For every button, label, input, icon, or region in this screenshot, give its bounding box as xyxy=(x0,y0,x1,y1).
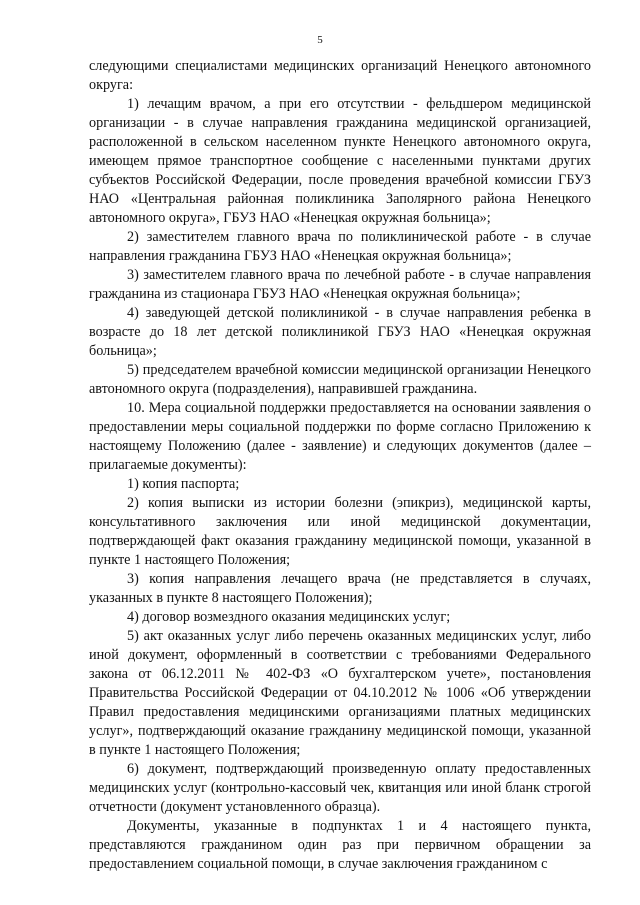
paragraph: 6) документ, подтверждающий произведенную оплату предоставленных медицинских услуг (контрольно-кассовый чек, квитанция или иной бланк строгой отчетности (документ установленного образца). xyxy=(89,761,591,815)
paragraph: 4) договор возмездного оказания медицинских услуг; xyxy=(127,609,451,625)
page-number: 5 xyxy=(317,34,323,46)
paragraph: 5) председателем врачебной комиссии медицинской организации Ненецкого автономного округа (подразделения), направившей гражданина. xyxy=(89,362,591,397)
paragraph: 5) акт оказанных услуг либо перечень оказанных медицинских услуг, либо иной документ, оформленный в соответствии с требованиями Федерального закона от 06.12.2011 № 402-ФЗ «О бухгалтерском учете», постановления Правительства Российской Федерации от 04.10.2012 № 1006 «Об утверждении Правил предоставления медицинскими организациями платных медицинских услуг», подтверждающий оказание гражданину медицинской помощи, указанной в пункте 1 настоящего Положения; xyxy=(89,628,591,758)
paragraph: 3) копия направления лечащего врача (не представляется в случаях, указанных в пункте 8 настоящего Положения); xyxy=(89,571,591,606)
paragraph: 3) заместителем главного врача по лечебной работе - в случае направления гражданина из стационара ГБУЗ НАО «Ненецкая окружная больница»; xyxy=(89,267,591,302)
paragraph: 2) заместителем главного врача по поликлинической работе - в случае направления гражданина ГБУЗ НАО «Ненецкая окружная больница»; xyxy=(89,229,591,264)
body-text xyxy=(89,57,591,874)
paragraph: следующими специалистами медицинских организаций Ненецкого автономного округа: xyxy=(89,58,591,93)
paragraph: Документы, указанные в подпунктах 1 и 4 настоящего пункта, представляются гражданином один раз при первичном обращении за предоставлением социальной помощи, в случае заключения гражданином с xyxy=(89,818,591,872)
paragraph: 10. Мера социальной поддержки предоставляется на основании заявления о предоставлении меры социальной поддержки по форме согласно Приложению к настоящему Положению (далее - заявление) и следующих документов (далее – прилагаемые документы): xyxy=(89,400,591,473)
paragraph: 4) заведующей детской поликлиникой - в случае направления ребенка в возрасте до 18 лет детской поликлиникой ГБУЗ НАО «Ненецкая окружная больница»; xyxy=(89,305,591,359)
paragraph: 1) лечащим врачом, а при его отсутствии - фельдшером медицинской организации - в случае направления гражданина медицинской организацией, расположенной в сельском населенном пункте Ненецкого автономного округа, имеющем прямое транспортное сообщение с населенными пунктами других субъектов Российской Федерации, после проведения врачебной комиссии ГБУЗ НАО «Центральная районная поликлиника Заполярного района Ненецкого автономного округа», ГБУЗ НАО «Ненецкая окружная больница»; xyxy=(89,96,591,226)
paragraph: 2) копия выписки из истории болезни (эпикриз), медицинской карты, консультативного заключения или иной медицинской документации, подтверждающей факт оказания гражданину медицинской помощи, указанной в пункте 1 настоящего Положения; xyxy=(89,495,591,568)
paragraph: 1) копия паспорта; xyxy=(127,476,240,492)
